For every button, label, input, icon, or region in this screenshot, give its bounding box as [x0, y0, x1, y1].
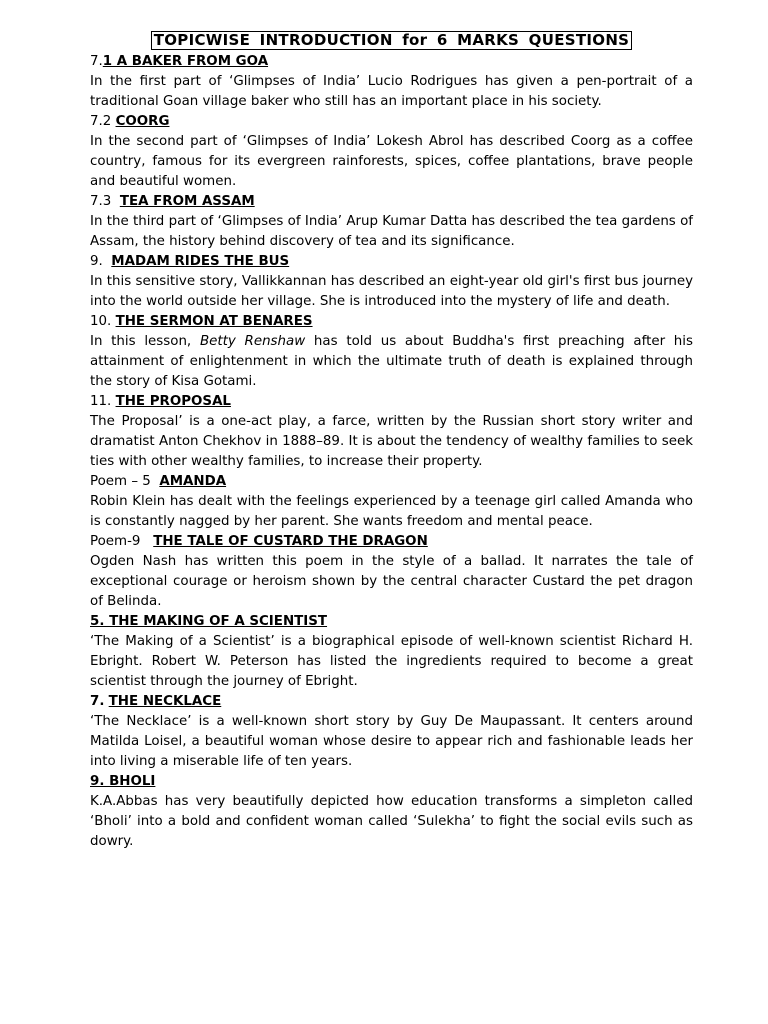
- section-title: MADAM RIDES THE BUS: [111, 254, 290, 269]
- section-text: In the first part of ‘Glimpses of India’ Lucio Rodrigues has given a pen-portrait of a traditional Goan village baker who still has an important place in his society.: [90, 74, 693, 109]
- section-title: AMANDA: [159, 474, 227, 489]
- section-number: 11.: [90, 394, 112, 409]
- section-heading: [90, 612, 693, 632]
- section-heading: [90, 532, 693, 552]
- section-title: TEA FROM ASSAM: [119, 194, 255, 209]
- section-number: 7.: [90, 694, 105, 709]
- section-number: 10.: [90, 314, 112, 329]
- section-heading: [90, 252, 693, 272]
- section-text: K.A.Abbas has very beautifully depicted how education transforms a simpleton called ‘Bholi’ into a bold and confident woman called ‘Sulekha’ to fight the social evils such as dowry.: [90, 794, 693, 849]
- section-title: THE SERMON AT BENARES: [115, 314, 313, 329]
- section-number: 9.: [90, 254, 103, 269]
- section-text: In this sensitive story, Vallikkannan has described an eight-year old girl's first bus journey into the world outside her village. She is introduced into the mystery of life and death.: [90, 274, 693, 309]
- section-text: Ogden Nash has written this poem in the style of a ballad. It narrates the tale of exceptional courage or heroism shown by the central character Custard the pet dragon of Belinda.: [90, 554, 693, 609]
- section-heading: [90, 112, 693, 132]
- section-number: Poem-9: [90, 534, 141, 549]
- section-heading: [90, 392, 693, 412]
- section-heading: [90, 692, 693, 712]
- section-number: 7.2: [90, 114, 112, 129]
- section-text: In the third part of ‘Glimpses of India’ Arup Kumar Datta has described the tea gardens of Assam, the history behind discovery of tea and its significance.: [90, 214, 693, 249]
- section-heading: [90, 312, 693, 332]
- section-text: Robin Klein has dealt with the feelings experienced by a teenage girl called Amanda who is constantly nagged by her parent. She wants freedom and mental peace.: [90, 494, 693, 529]
- section-title: 9. BHOLI: [90, 774, 156, 789]
- section-text: ‘The Making of a Scientist’ is a biographical episode of well-known scientist Richard H. Ebright. Robert W. Peterson has listed the ingredients required to become a great scientist through the journey of Ebright.: [90, 634, 693, 689]
- section-heading: [90, 472, 693, 492]
- section-title: 5. THE MAKING OF A SCIENTIST: [90, 614, 328, 629]
- document-title: TOPICWISE INTRODUCTION for 6 MARKS QUESTIONS: [151, 31, 633, 50]
- document-page: [90, 30, 693, 852]
- title-wrap: [90, 30, 693, 51]
- section-number: 7.: [90, 54, 103, 69]
- section-number: Poem – 5: [90, 474, 151, 489]
- section-number: 7.3: [90, 194, 112, 209]
- section-text-start: In this lesson,: [90, 334, 200, 349]
- section-title: 1 A BAKER FROM GOA: [102, 54, 269, 69]
- section-heading: [90, 52, 693, 72]
- section-text: [90, 332, 693, 392]
- author-name: Betty Renshaw: [199, 334, 306, 349]
- section-title: THE TALE OF CUSTARD THE DRAGON: [153, 534, 428, 549]
- section-heading: [90, 192, 693, 212]
- section-heading: [90, 772, 693, 792]
- section-title: THE NECKLACE: [108, 694, 222, 709]
- section-text: In the second part of ‘Glimpses of India’ Lokesh Abrol has described Coorg as a coffee country, famous for its evergreen rainforests, spices, coffee plantations, brave people and beautiful women.: [90, 134, 693, 189]
- section-title: COORG: [115, 114, 170, 129]
- section-text: ‘The Necklace’ is a well-known short story by Guy De Maupassant. It centers around Matilda Loisel, a beautiful woman whose desire to appear rich and fashionable leads her into living a miserable life of ten years.: [90, 714, 693, 769]
- section-text: The Proposal’ is a one-act play, a farce, written by the Russian short story writer and dramatist Anton Chekhov in 1888–89. It is about the tendency of wealthy families to seek ties with other wealthy families, to increase their property.: [90, 414, 693, 469]
- section-title: THE PROPOSAL: [115, 394, 231, 409]
- section-text-end: has told us about Buddha's first preaching after his attainment of enlightenment in which the ultimate truth of death is explained through the story of Kisa Gotami.: [90, 334, 693, 389]
